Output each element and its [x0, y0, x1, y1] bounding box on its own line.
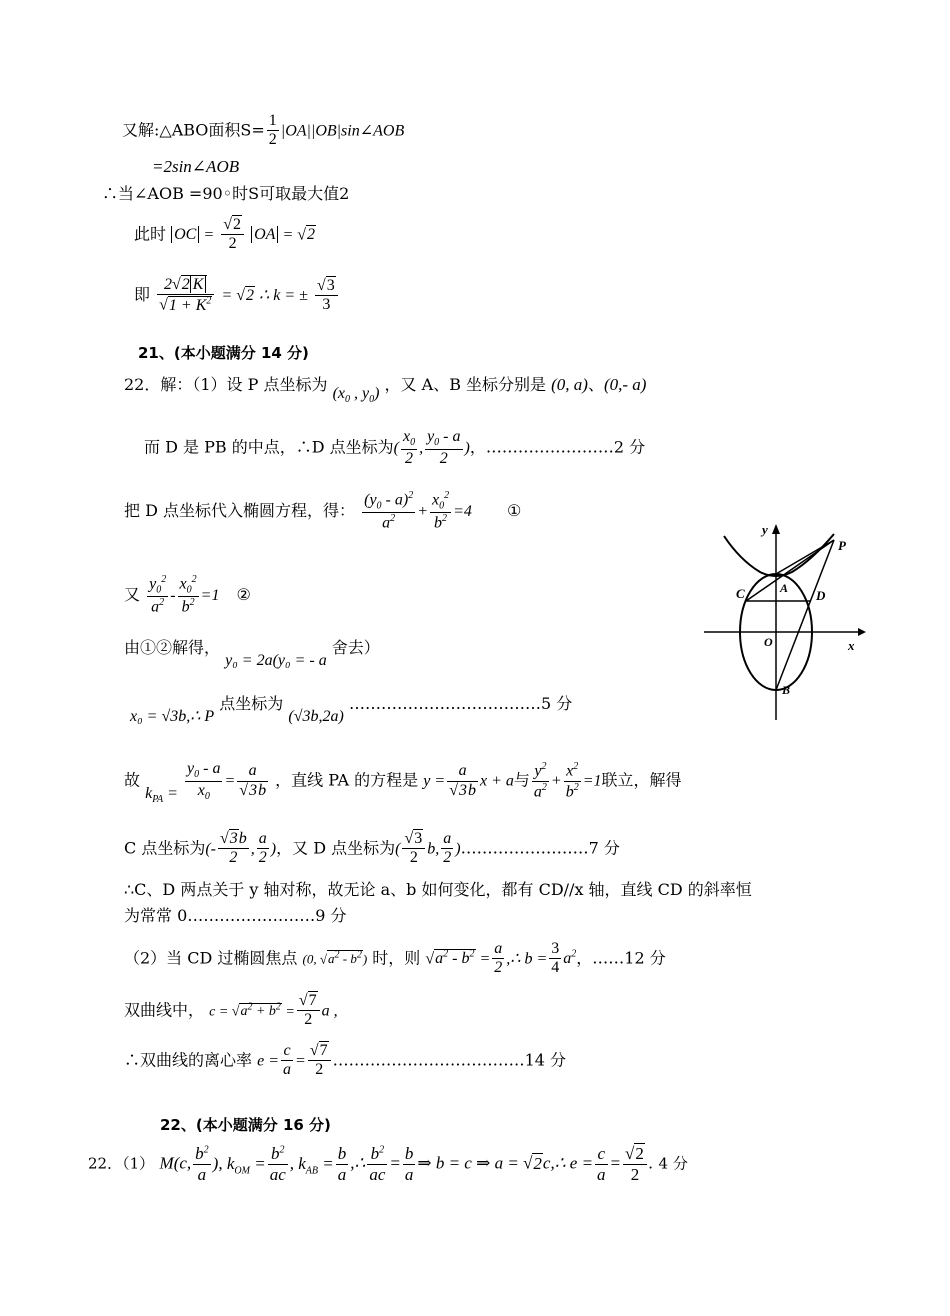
text-cishi: 此时	[134, 224, 167, 244]
label-a: A	[780, 581, 789, 595]
label-y: y	[762, 522, 768, 537]
text-p-label: 点坐标为	[219, 694, 284, 713]
text-symmetry-2: 为常常 0……………………9 分	[124, 906, 347, 925]
line-eq1: 把 D 点坐标代入椭圆方程，得： $\frac{(y_0 - a)^2}{a^2}$ + $\frac{x_0^2}{b^2}$ =4 ①	[124, 490, 522, 532]
eq1-rhs: =4	[453, 502, 472, 520]
line-area-formula	[122, 112, 404, 150]
line-part2: （2）当 CD 过椭圆焦点 (0, $√a^2 - b^2$) 时，则 $√a^2 - b^2$ = $\frac{a}{2}$ ,∴ b = $\frac{3}{4}$ $a^2$，……12 分	[124, 940, 666, 977]
x-axis-arrow	[858, 628, 866, 636]
text-sub: 把 D 点坐标代入椭圆方程，得：	[124, 500, 356, 520]
ellipse-hyperbola-figure	[700, 520, 870, 730]
text-intro: 22．解：（1）设 P 点坐标为	[124, 375, 328, 394]
line-d-coords: 而 D 是 PB 的中点，∴D 点坐标为( $\frac{x_0}{2}$ , $\frac{y_0 - a}{2}$ )，……………………2 分	[144, 428, 646, 467]
math-area: |OA||OB|sin∠AOB	[280, 122, 405, 140]
text-gu: 故	[124, 770, 141, 790]
score-12: ，……12 分	[576, 948, 666, 968]
text-max-value: ∴当∠AOB =90◦时S可取最大值2	[102, 184, 350, 203]
score-7: ……………………7 分	[460, 838, 620, 858]
line-slope: 故 $k_{PA}$ = $\frac{y_0 - a}{x_0}$ = $\frac{a}{√3b}$ ，直线 PA 的方程是 y = $\frac{a}{√3b}$ x + a与 $\frac{y^2}{a^2}$ + $\frac{x^2}{b^2}$ =1联立，解得	[124, 760, 682, 805]
text-d2: ，又 D 点坐标为	[276, 838, 396, 858]
eq2-rhs: =1	[200, 586, 220, 604]
text-ecc: ∴双曲线的离心率	[124, 1050, 253, 1070]
label-x: x	[848, 638, 855, 653]
text-ji: 即	[134, 285, 151, 305]
math-solve: y₀ = 2a(y₀ = - a	[225, 652, 327, 669]
circle-one: ①	[507, 500, 522, 520]
text-hyperbola: 双曲线中，	[124, 1000, 205, 1020]
text-and: 与	[513, 770, 530, 790]
coord-a: (0, a)	[551, 375, 588, 394]
label-p: P	[838, 538, 846, 553]
math-sin: =2sin∠AOB	[152, 157, 240, 176]
line-k: 即 $\frac{2√2 K}{√1 + K^2}$ = √2 ∴ k = ± $\frac{√3}{3}$	[134, 276, 340, 315]
score-5: ………………………………5 分	[348, 694, 573, 713]
text-then: 时，则	[372, 948, 421, 968]
coord-b: (0,- a)	[603, 375, 647, 394]
score-14: ………………………………14 分	[332, 1050, 567, 1070]
fraction-half: $\frac{1}{2}$	[268, 112, 277, 149]
text-solve: 由①②解得，	[124, 638, 221, 657]
line-solve	[124, 638, 380, 669]
y-axis-arrow	[772, 524, 780, 534]
text-mid: ，又 A、B 坐标分别是	[384, 375, 547, 394]
text-c: C 点坐标为	[124, 838, 206, 858]
text-part2: （2）当 CD 过椭圆焦点	[124, 948, 298, 968]
line-hyperbola: 双曲线中， $c = √a^2 + b^2$ = $\frac{√7}{2}$ a ,	[124, 992, 338, 1029]
score-2: ，……………………2 分	[469, 437, 646, 457]
line-p-coord	[130, 694, 573, 725]
label-o: O	[764, 635, 773, 649]
line-eccentricity: ∴双曲线的离心率 e = $\frac{c}{a}$ = $\frac{√7}{2}$ ………………………………14 分	[124, 1042, 567, 1079]
math-x0: x₀ = √3b,∴ P	[130, 708, 215, 725]
line-22-part1: 22．（1） M(c, $\frac{b^2}{a}$ ), $k_{OM}$ = $\frac{b^2}{ac}$ , $k_{AB}$ = $\frac{b}{a}$ ,∴ $\frac{b^2}{ac}$ = $\frac{b}{a}$ ⇒ b = c ⇒ a = √2c,∴ e = $\frac{c}{a}$ = $\frac{√2}{2}$ . 4 分	[88, 1144, 688, 1184]
label-b: B	[782, 683, 791, 697]
text-22-1: 22．（1）	[88, 1154, 155, 1173]
label-d: D	[816, 588, 826, 603]
math-p-coord: (√3b,2a)	[288, 708, 344, 725]
label-c: C	[736, 586, 745, 601]
text-discard: 舍去）	[331, 638, 380, 657]
text-area-prefix: 又解:△ABO面积S=	[122, 120, 265, 140]
line-c-coords: C 点坐标为(- $\frac{√3b}{2}$ , $\frac{a}{2}$ )，又 D 点坐标为( $\frac{√3}{2}$ b, $\frac{a}{2}$ )……………………7 分	[124, 830, 620, 867]
text-solve-get: 联立，解得	[601, 770, 682, 790]
section-heading-22: 22、(本小题满分 16 分)	[160, 1116, 331, 1134]
score-4: 4 分	[658, 1154, 688, 1173]
text-you: 又	[124, 584, 141, 604]
text-sep: 、	[587, 375, 604, 394]
text-line-pa: ，直线 PA 的方程是	[275, 770, 419, 790]
line-22-intro: 22．解：（1）设 P 点坐标为 ($x_0$ , $y_0$) ，又 A、B 坐标分别是 (0, a)、(0,- a)	[124, 375, 647, 406]
text-symmetry-1: ∴C、D 两点关于 y 轴对称，故无论 a、b 如何变化，都有 CD//x 轴，直线 CD 的斜率恒	[124, 880, 752, 899]
section-heading-21: 21、(本小题满分 14 分)	[138, 344, 309, 362]
circle-two: ②	[236, 584, 251, 604]
line-eq2: 又 $\frac{y_0^2}{a^2}$ - $\frac{x_0^2}{b^2}$ =1 ②	[124, 574, 251, 616]
line-pa	[776, 540, 834, 574]
line-oc: 此时 OC = $\frac{√2}{2}$ OA = √2	[134, 216, 316, 253]
text-d: 而 D 是 PB 的中点，∴D 点坐标为	[144, 437, 394, 457]
hyperbola-branch	[724, 534, 834, 576]
